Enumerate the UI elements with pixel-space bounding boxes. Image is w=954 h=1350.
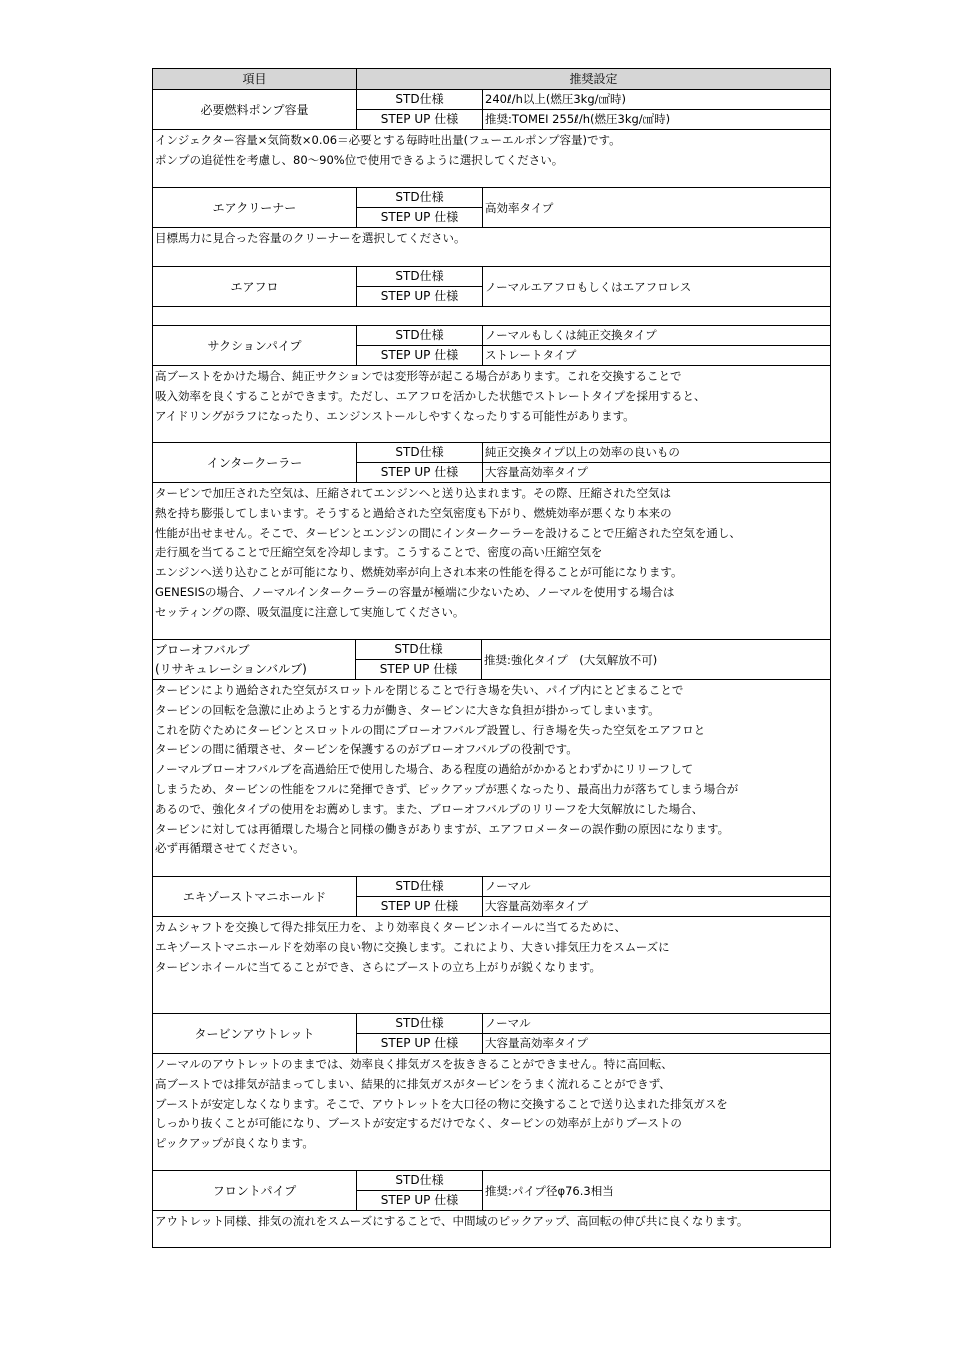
- value-column: [483, 1014, 830, 1053]
- description-line: タービンの回転を急激に止めようとする力が働き、タービンに大きな負担が掛かってしまいます。: [155, 702, 660, 717]
- description-line: これを防ぐためにタービンとスロットルの間にブローオフバルブ設置し、行き場を失った空気をエアフロと: [155, 722, 706, 737]
- description-line: しまうため、タービンの性能をフルに発揮できず、ピックアップが悪くなったり、最高出力が落ちてしまう場合が: [155, 781, 739, 796]
- description-line: 走行風を当てることで圧縮空気を冷却します。こうすることで、密度の高い圧縮空気を: [155, 545, 603, 560]
- spec-section: [153, 1013, 830, 1170]
- description: [153, 306, 830, 325]
- stepup-value: 大容量高効率タイプ: [483, 462, 830, 482]
- std-label: STD仕様: [395, 269, 444, 283]
- item-name-text: [207, 337, 301, 354]
- grade-column: [357, 1171, 483, 1210]
- recommended-value: 高効率タイプ: [485, 200, 554, 215]
- std-label: STD仕様: [395, 1173, 444, 1187]
- description-line: しっかり抜くことが可能になり、ブーストが安定するだけでなく、タービンの効率が上がりブーストの: [155, 1116, 682, 1131]
- item-name-text: [230, 278, 278, 295]
- spec-row: [153, 442, 830, 482]
- grade-column: [357, 90, 483, 129]
- item-name: [153, 1171, 357, 1210]
- grade-column: [357, 443, 483, 482]
- item-name-line: タービンアウトレット: [194, 1027, 315, 1041]
- description: [153, 1210, 830, 1247]
- item-name-line: エキゾーストマニホールド: [182, 890, 327, 904]
- item-name-text: [183, 888, 326, 905]
- description-line: タービンに対しては再循環した場合と同様の働きがありますが、エアフロメーターの誤作動の原因になります。: [155, 821, 730, 836]
- item-name-text: [155, 641, 307, 679]
- spec-section: [153, 639, 830, 876]
- spec-row: [153, 266, 830, 306]
- description: [153, 679, 830, 876]
- item-name-text: [195, 1025, 315, 1042]
- table-header: [153, 68, 830, 89]
- spec-section: [153, 187, 830, 266]
- std-label: STD仕様: [395, 190, 444, 204]
- description-line: タービンにより過給された空気がスロットルを閉じることで行き場を失い、パイプ内にとどまることで: [155, 683, 684, 697]
- item-name-text: [213, 1182, 296, 1199]
- spec-section: [153, 1170, 830, 1247]
- description: [153, 129, 830, 187]
- description-line: ノーマルブローオフバルブを高過給圧で使用した場合、ある程度の過給がかかるとわずかにリリーフして: [155, 762, 694, 777]
- description-line: 目標馬力に見合った容量のクリーナーを選択してください。: [155, 231, 466, 245]
- std-value: ノーマル: [485, 1016, 531, 1030]
- description: [153, 916, 830, 1013]
- item-name-text: [207, 454, 303, 471]
- std-value: 純正交換タイプ以上の効率の良いもの: [485, 445, 680, 459]
- description: [153, 227, 830, 266]
- spec-section: [153, 325, 830, 442]
- description-line: ノーマルのアウトレットのままでは、効率良く排気ガスを抜ききることができません。特に高回転、: [155, 1057, 673, 1071]
- item-name-line: ブローオフバルブ: [155, 642, 250, 657]
- item-name-line: フロントパイプ: [212, 1184, 297, 1198]
- description-line: 高ブーストでは排気が詰まってしまい、結果的に排気ガスがタービンをうまく流れることができず、: [155, 1076, 671, 1091]
- stepup-label: STEP UP 仕様: [357, 345, 482, 365]
- stepup-value: 大容量高効率タイプ: [483, 896, 830, 916]
- description-line: アウトレット同様、排気の流れをスムーズにすることで、中間域のピックアップ、高回転の伸び共に良くなります。: [155, 1214, 749, 1228]
- stepup-label: STEP UP 仕様: [357, 1190, 482, 1210]
- description-line: アイドリングがラフになったり、エンジンストールしやすくなったりする可能性があります。: [155, 408, 635, 423]
- item-name: [153, 640, 356, 679]
- std-label: STD仕様: [395, 445, 444, 459]
- description-line: ピックアップが良くなります。: [155, 1136, 314, 1151]
- std-value: 240ℓ/h以上(燃圧3kg/㎠時): [485, 92, 626, 106]
- grade-column: [356, 640, 482, 679]
- spec-section: [153, 266, 830, 325]
- recommended-value: ノーマルエアフロもしくはエアフロレス: [485, 279, 692, 294]
- description-line: ポンプの追従性を考慮し、80～90%位で使用できるように選択してください。: [155, 152, 564, 167]
- std-label: STD仕様: [395, 1016, 444, 1030]
- description: [153, 365, 830, 442]
- item-name: [153, 1014, 357, 1053]
- item-name: [153, 188, 357, 227]
- value-column: [483, 326, 830, 365]
- item-name: [153, 326, 357, 365]
- description-line: タービンホイールに当てることができ、さらにブーストの立ち上がりが鋭くなります。: [155, 959, 601, 974]
- item-name-line: エアクリーナー: [212, 201, 297, 215]
- std-label: STD仕様: [395, 879, 444, 893]
- stepup-label: STEP UP 仕様: [357, 1033, 482, 1053]
- stepup-label: STEP UP 仕様: [357, 109, 482, 129]
- description-line: タービンの間に循環させ、タービンを保護するのがブローオフバルブの役割です。: [155, 742, 578, 757]
- description-line: あるので、強化タイプの使用をお薦めします。また、ブローオフバルブのリリーフを大気解放にした場合、: [155, 801, 704, 816]
- std-value: ノーマル: [485, 879, 531, 893]
- description-line: ブーストが安定しなくなります。そこで、アウトレットを大口径の物に交換することで送り込まれた排気ガスを: [155, 1096, 728, 1111]
- stepup-label: STEP UP 仕様: [357, 207, 482, 227]
- spec-row: [153, 1013, 830, 1053]
- grade-column: [357, 188, 483, 227]
- header-item: 項目: [153, 69, 357, 89]
- description-line: 吸入効率を良くすることができます。ただし、エアフロを活かした状態でストレートタイプを採用すると、: [155, 388, 706, 403]
- description-line: エンジンへ送り込むことが可能になり、燃焼効率が向上され本来の性能を得ることが可能になります。: [155, 565, 683, 580]
- description-line: タービンで加圧された空気は、圧縮されてエンジンへと送り込まれます。その際、圧縮された空気は: [155, 486, 671, 500]
- stepup-value: 大容量高効率タイプ: [483, 1033, 830, 1053]
- spec-row: [153, 876, 830, 916]
- value-column: [483, 443, 830, 482]
- description-line: セッティングの際、吸気温度に注意して実施してください。: [155, 604, 465, 619]
- spec-row: [153, 325, 830, 365]
- spec-section: [153, 876, 830, 1013]
- description-line: 必ず再循環させてください。: [155, 841, 305, 856]
- spec-row: [153, 639, 830, 679]
- value-column: [483, 90, 830, 129]
- grade-column: [357, 877, 483, 916]
- stepup-label: STEP UP 仕様: [357, 462, 482, 482]
- header-setting: 推奨設定: [569, 72, 618, 86]
- item-name-line: (リサキュレーションバルブ): [155, 661, 307, 676]
- item-name: [153, 877, 357, 916]
- recommended-value: 推奨:パイプ径φ76.3相当: [485, 1183, 614, 1198]
- value-column: [483, 877, 830, 916]
- grade-column: [357, 267, 483, 306]
- item-name-text: [213, 199, 297, 216]
- stepup-value: 推奨:TOMEI 255ℓ/h(燃圧3kg/㎠時): [483, 109, 830, 129]
- item-name: [153, 443, 357, 482]
- description-line: エキゾーストマニホールドを効率の良い物に交換します。これにより、大きい排気圧力をスムーズに: [155, 939, 670, 954]
- item-name-line: 必要燃料ポンプ容量: [200, 103, 309, 117]
- description-line: 熱を持ち膨張してしまいます。そうすると過給された空気密度も下がり、燃焼効率が悪くなり本来の: [155, 505, 672, 520]
- description-line: インジェクター容量×気筒数×0.06＝必要とする毎時吐出量(フューエルポンプ容量)です。: [155, 133, 621, 147]
- description-line: 高ブーストをかけた場合、純正サクションでは変形等が起こる場合があります。これを交換することで: [155, 369, 682, 383]
- description-line: 性能が出せません。そこで、タービンとエンジンの間にインタークーラーを設けることで圧縮された空気を通し、: [155, 525, 741, 540]
- spec-row: [153, 187, 830, 227]
- std-label: STD仕様: [395, 92, 444, 106]
- spec-sheet: [152, 68, 831, 1248]
- description-line: GENESISの場合、ノーマルインタークーラーの容量が極端に少ないため、ノーマルを使用する場合は: [155, 584, 675, 599]
- item-name-line: エアフロ: [230, 280, 279, 294]
- std-label: STD仕様: [395, 328, 444, 342]
- description: [153, 1053, 830, 1170]
- stepup-label: STEP UP 仕様: [356, 659, 481, 679]
- grade-column: [357, 1014, 483, 1053]
- item-name-line: インタークーラー: [206, 456, 303, 470]
- spec-row: [153, 1170, 830, 1210]
- grade-column: [357, 326, 483, 365]
- item-name: [153, 90, 357, 129]
- spec-row: [153, 89, 830, 129]
- stepup-label: STEP UP 仕様: [357, 286, 482, 306]
- recommended-value: 推奨:強化タイプ (大気解放不可): [484, 652, 658, 667]
- item-name-text: [200, 101, 308, 118]
- spec-section: [153, 442, 830, 639]
- item-name-line: サクションパイプ: [207, 339, 302, 353]
- stepup-label: STEP UP 仕様: [357, 896, 482, 916]
- item-name: [153, 267, 357, 306]
- std-value: ノーマルもしくは純正交換タイプ: [485, 328, 657, 342]
- spec-section: [153, 89, 830, 187]
- description-line: カムシャフトを交換して得た排気圧力を、より効率良くタービンホイールに当てるために、: [155, 920, 627, 934]
- std-label: STD仕様: [394, 642, 443, 656]
- stepup-value: ストレートタイプ: [483, 345, 830, 365]
- description: [153, 482, 830, 639]
